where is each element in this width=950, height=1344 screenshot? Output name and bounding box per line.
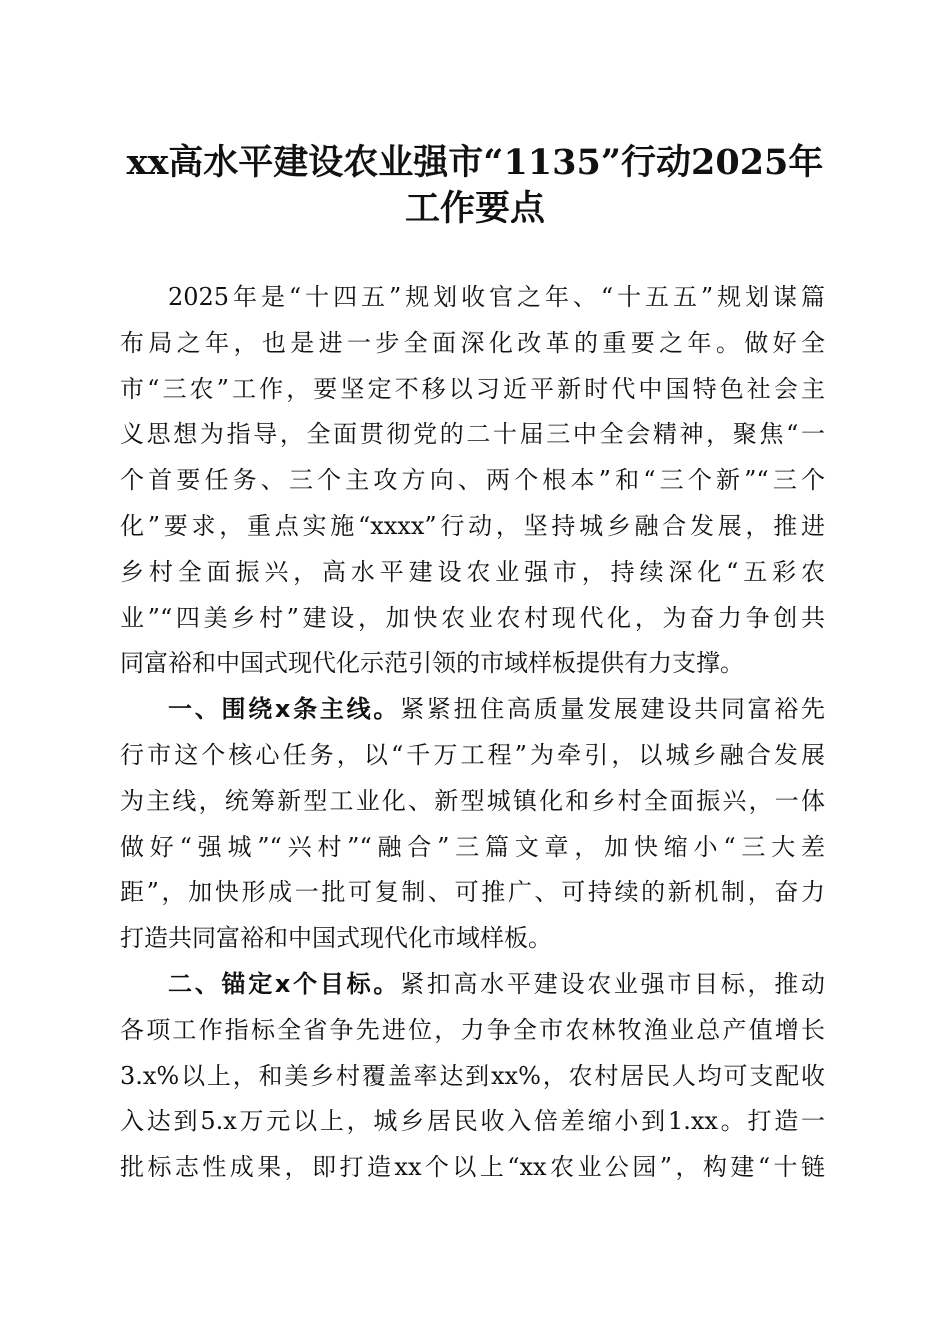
section-1-line: 做好“强城”“兴村”“融合”三篇文章，加快缩小“三大差 xyxy=(120,832,825,861)
section-1-first-text: 紧紧扭住高质量发展建设共同富裕先 xyxy=(400,695,826,724)
section-1-line: 行市这个核心任务，以“千万工程”为牵引，以城乡融合发展 xyxy=(120,740,825,769)
title-line-2: 工作要点 xyxy=(404,188,545,229)
section-2-line: 3.x%以上，和美乡村覆盖率达到xx%，农村居民人均可支配收 xyxy=(120,1061,825,1090)
section-1-line: 为主线，统筹新型工业化、新型城镇化和乡村全面振兴，一体 xyxy=(120,786,825,815)
section-2-line: 入达到5.x万元以上，城乡居民收入倍差缩小到1.xx。打造一 xyxy=(120,1107,825,1136)
paragraph-1-line: 乡村全面振兴，高水平建设农业强市，持续深化“五彩农 xyxy=(120,557,825,586)
paragraph-1-line: 布局之年，也是进一步全面深化改革的重要之年。做好全 xyxy=(120,328,825,357)
paragraph-1-line: 义思想为指导，全面贯彻党的二十届三中全会精神，聚焦“一 xyxy=(120,420,825,449)
paragraph-1-line: 2025年是“十四五”规划收官之年、“十五五”规划谋篇 xyxy=(168,283,825,311)
paragraph-1-line: 业”“四美乡村”建设，加快农业农村现代化，为奋力争创共 xyxy=(120,603,825,632)
section-2-line: 批标志性成果，即打造xx个以上“xx农业公园”，构建“十链 xyxy=(120,1153,825,1182)
paragraph-1-line: 化”要求，重点实施“xxxx”行动，坚持城乡融合发展，推进 xyxy=(120,511,825,540)
paragraph-1-line: 市“三农”工作，要坚定不移以习近平新时代中国特色社会主 xyxy=(120,374,825,403)
section-1-line: 打造共同富裕和中国式现代化市域样板。 xyxy=(120,924,552,953)
section-2-first-text: 紧扣高水平建设农业强市目标，推动 xyxy=(400,969,826,998)
section-2-first-line xyxy=(120,962,825,1008)
document-body xyxy=(120,275,825,1191)
section-1-line: 距”，加快形成一批可复制、可推广、可持续的新机制，奋力 xyxy=(120,878,825,907)
page-title xyxy=(110,140,840,232)
section-2-heading: 二、锚定x个目标。 xyxy=(168,969,401,998)
title-line-1: xx高水平建设农业强市“1135”行动2025年 xyxy=(126,142,824,183)
section-1-heading: 一、围绕x条主线。 xyxy=(168,695,401,724)
section-2-line: 各项工作指标全省争先进位，力争全市农林牧渔业总产值增长 xyxy=(120,1015,825,1044)
section-1-first-line xyxy=(120,687,825,733)
paragraph-1-line: 个首要任务、三个主攻方向、两个根本”和“三个新”“三个 xyxy=(120,466,825,495)
paragraph-1-line: 同富裕和中国式现代化示范引领的市域样板提供有力支撑。 xyxy=(120,649,744,678)
